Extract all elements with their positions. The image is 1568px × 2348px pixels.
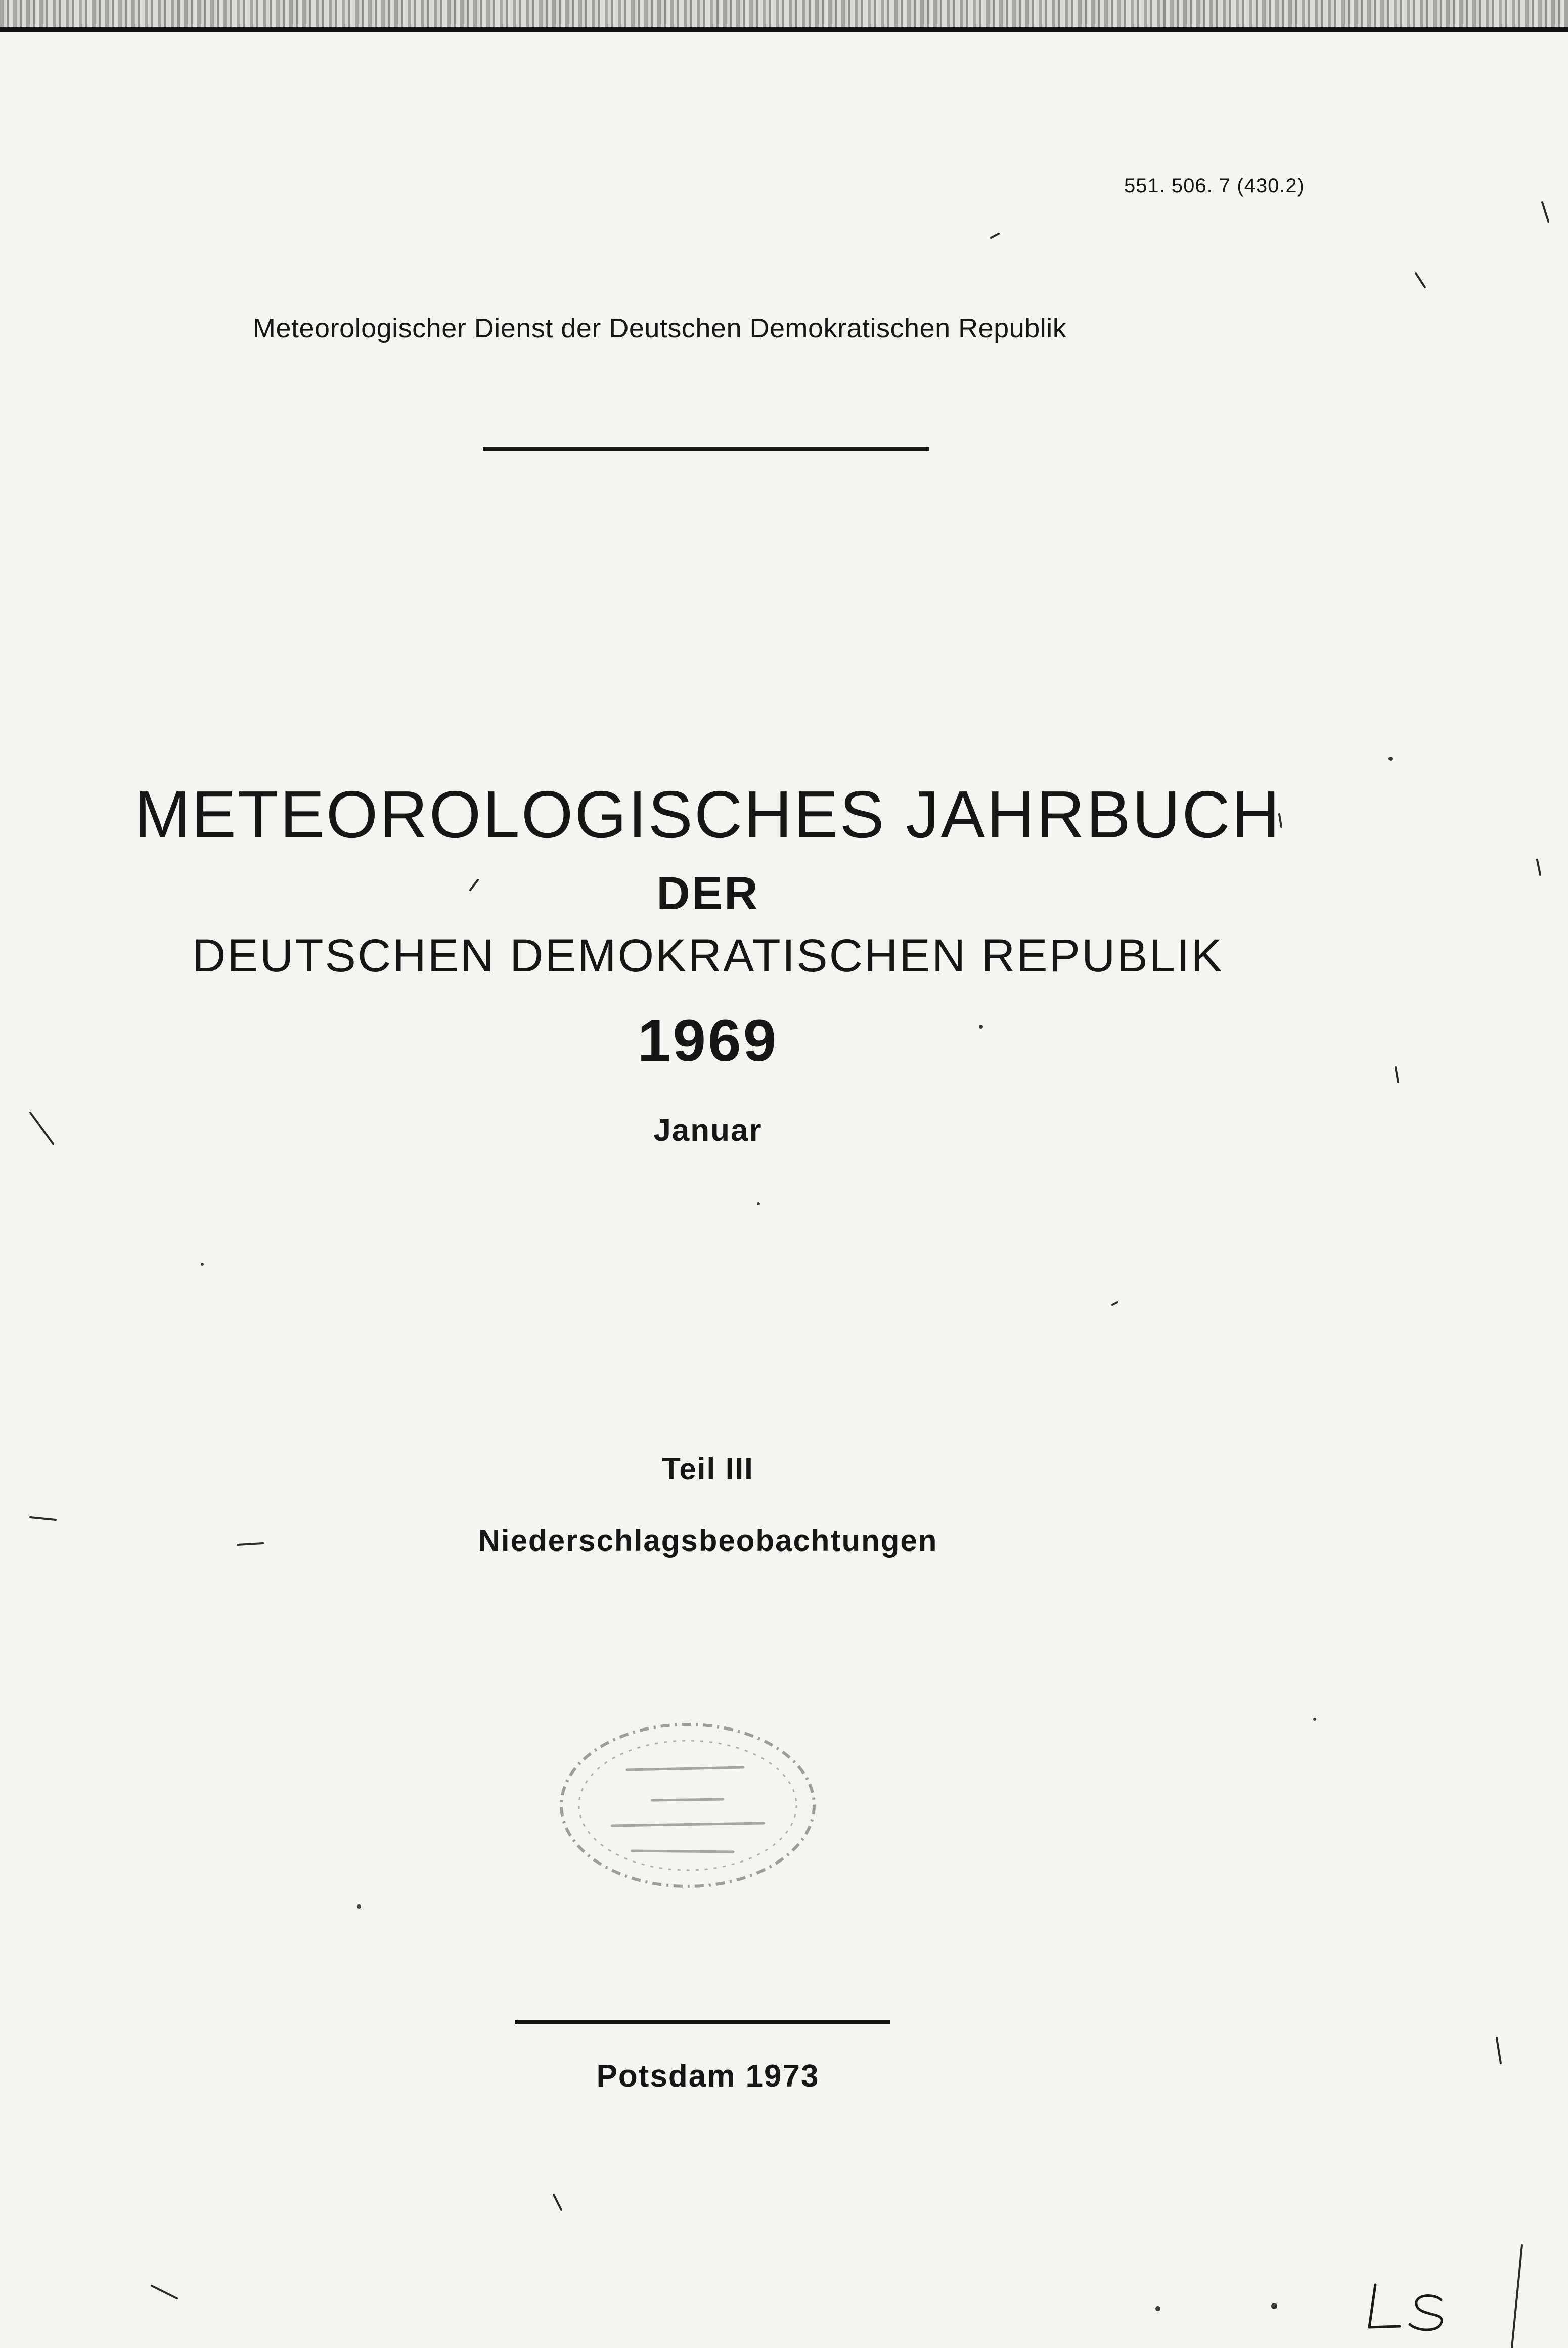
publication-place-year: Potsdam 1973 xyxy=(596,2059,820,2094)
part-number: Teil III xyxy=(662,1452,754,1486)
part-subject: Niederschlagsbeobachtungen xyxy=(478,1524,938,1558)
classification-number: 551. 506. 7 (430.2) xyxy=(1124,174,1305,197)
yearbook-title-state: DEUTSCHEN DEMOKRATISCHEN REPUBLIK xyxy=(192,930,1224,982)
separator-line-lower xyxy=(515,2020,890,2024)
scan-edge-strip xyxy=(0,0,1568,29)
top-border-line xyxy=(0,27,1568,32)
issuing-organization: Meteorologischer Dienst der Deutschen Demokratischen Republik xyxy=(253,313,1067,343)
oval-stamp-icon xyxy=(551,1714,824,1896)
yearbook-title: METEOROLOGISCHES JAHRBUCH xyxy=(135,777,1281,852)
yearbook-year: 1969 xyxy=(637,1007,779,1074)
yearbook-month: Januar xyxy=(653,1113,763,1148)
handwritten-initials xyxy=(1360,2281,1461,2336)
separator-line-upper xyxy=(483,447,929,451)
yearbook-title-der: DER xyxy=(656,868,759,919)
